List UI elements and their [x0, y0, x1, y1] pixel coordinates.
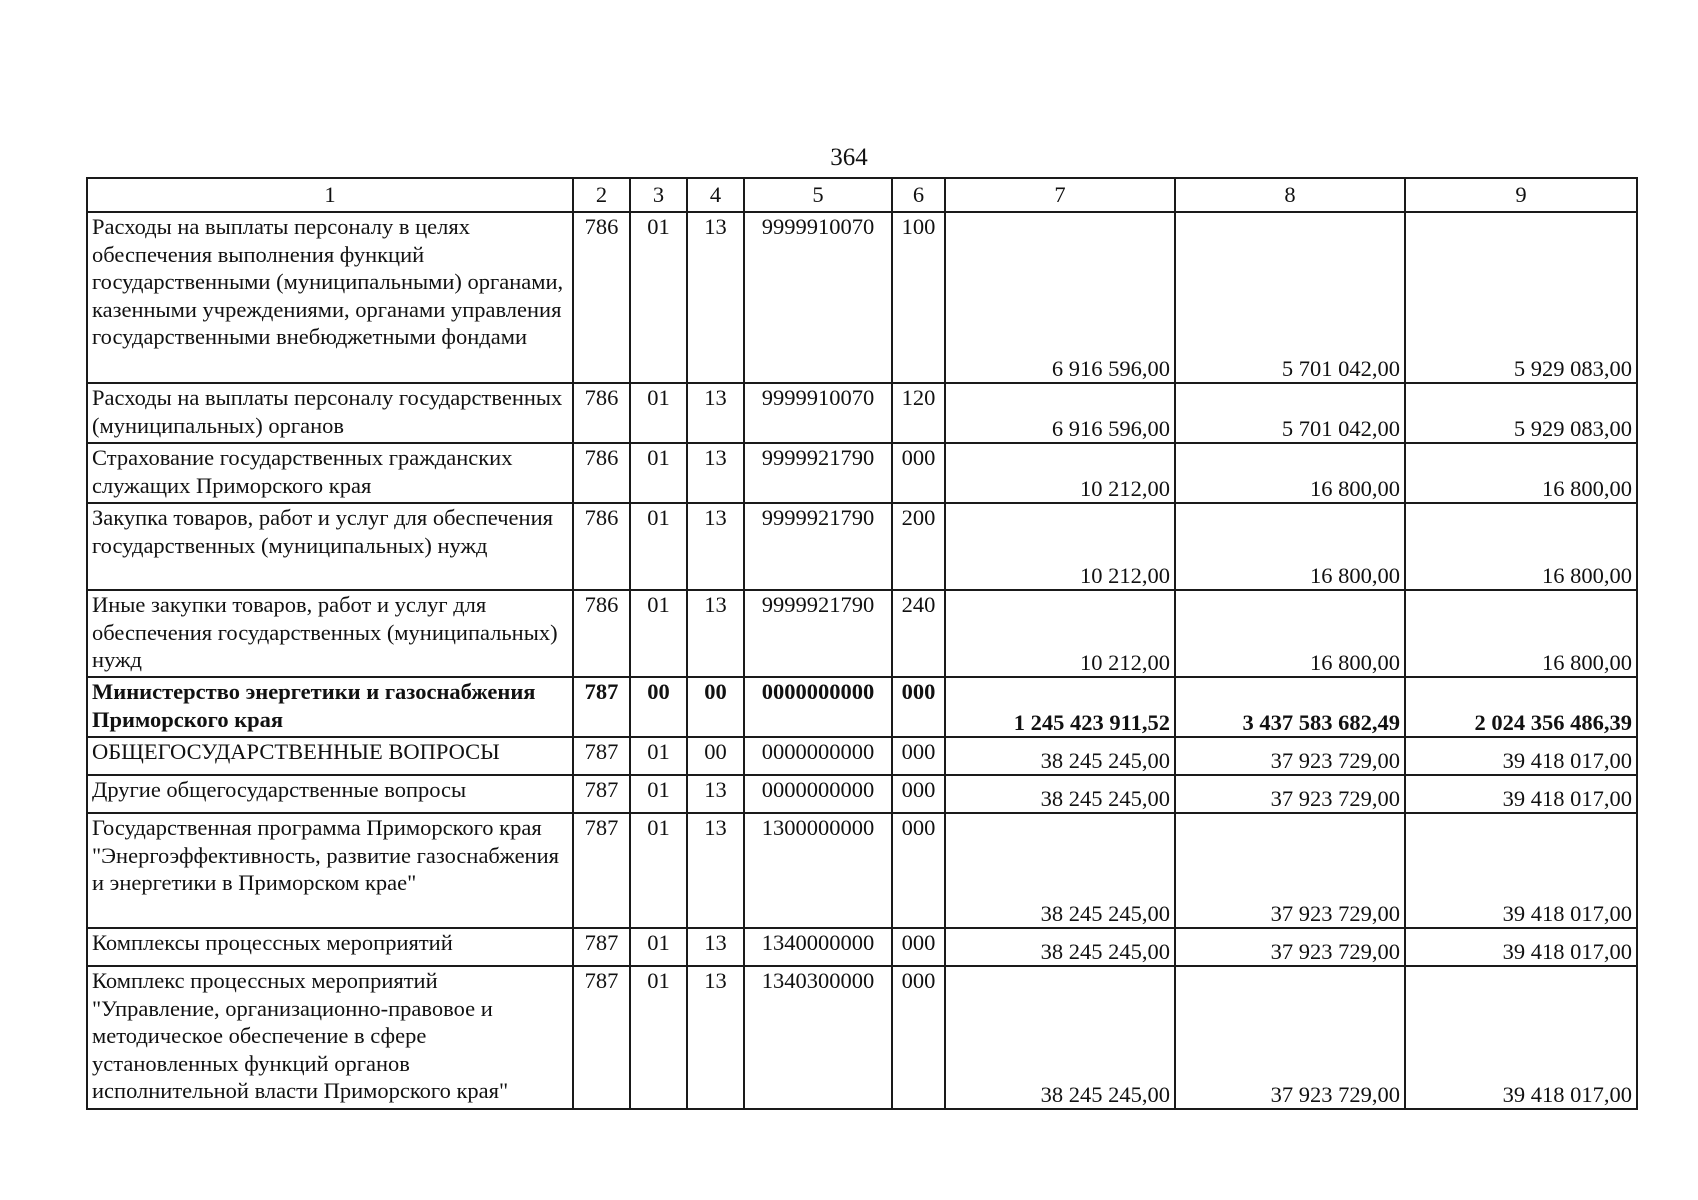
table-row — [87, 928, 1637, 966]
row-code-5: 9999910070 — [744, 383, 892, 443]
row-name: Другие общегосударственные вопросы — [87, 775, 573, 813]
row-name: Государственная программа Приморского края "Энергоэффективность, развитие газоснабжения и энергетики в Приморском крае" — [87, 813, 573, 928]
row-code-2: 787 — [573, 737, 630, 775]
row-code-6: 000 — [892, 737, 945, 775]
row-name: Комплекс процессных мероприятий "Управление, организационно-правовое и методическое обеспечение в сфере установленных функций органов исполнительной власти Приморского края" — [87, 966, 573, 1109]
row-amount-8: 37 923 729,00 — [1175, 966, 1405, 1109]
row-code-2: 786 — [573, 503, 630, 590]
table-row — [87, 775, 1637, 813]
row-amount-8: 37 923 729,00 — [1175, 737, 1405, 775]
row-amount-7: 6 916 596,00 — [945, 383, 1175, 443]
row-amount-7: 38 245 245,00 — [945, 737, 1175, 775]
row-code-5: 1340300000 — [744, 966, 892, 1109]
table-row — [87, 383, 1637, 443]
row-amount-9: 39 418 017,00 — [1405, 775, 1637, 813]
row-amount-7: 6 916 596,00 — [945, 212, 1175, 383]
row-code-3: 01 — [630, 775, 687, 813]
row-code-2: 787 — [573, 677, 630, 737]
row-amount-8: 5 701 042,00 — [1175, 383, 1405, 443]
header-cell-3: 3 — [630, 178, 687, 212]
row-name: Министерство энергетики и газоснабжения Приморского края — [87, 677, 573, 737]
row-amount-9: 16 800,00 — [1405, 590, 1637, 677]
row-amount-8: 37 923 729,00 — [1175, 775, 1405, 813]
table-row — [87, 590, 1637, 677]
row-code-6: 000 — [892, 775, 945, 813]
table-row — [87, 737, 1637, 775]
row-name: Расходы на выплаты персоналу в целях обеспечения выполнения функций государственными (муниципальными) органами, казенными учреждениями, органами управления государственными внебюджетными фондами — [87, 212, 573, 383]
row-amount-8: 16 800,00 — [1175, 590, 1405, 677]
row-amount-7: 10 212,00 — [945, 590, 1175, 677]
header-cell-6: 6 — [892, 178, 945, 212]
header-cell-9: 9 — [1405, 178, 1637, 212]
row-amount-9: 2 024 356 486,39 — [1405, 677, 1637, 737]
row-name: Закупка товаров, работ и услуг для обеспечения государственных (муниципальных) нужд — [87, 503, 573, 590]
row-amount-8: 16 800,00 — [1175, 443, 1405, 503]
header-cell-4: 4 — [687, 178, 744, 212]
table-row — [87, 443, 1637, 503]
row-code-6: 000 — [892, 677, 945, 737]
row-code-5: 9999921790 — [744, 503, 892, 590]
row-name: Комплексы процессных мероприятий — [87, 928, 573, 966]
row-code-3: 01 — [630, 928, 687, 966]
header-cell-1: 1 — [87, 178, 573, 212]
table-row — [87, 813, 1637, 928]
header-cell-7: 7 — [945, 178, 1175, 212]
row-amount-7: 38 245 245,00 — [945, 966, 1175, 1109]
row-amount-7: 10 212,00 — [945, 443, 1175, 503]
row-code-3: 01 — [630, 503, 687, 590]
row-code-5: 9999921790 — [744, 443, 892, 503]
row-code-3: 01 — [630, 443, 687, 503]
row-name: Страхование государственных гражданских служащих Приморского края — [87, 443, 573, 503]
row-amount-8: 37 923 729,00 — [1175, 813, 1405, 928]
row-amount-9: 5 929 083,00 — [1405, 383, 1637, 443]
row-code-5: 9999921790 — [744, 590, 892, 677]
header-cell-8: 8 — [1175, 178, 1405, 212]
row-amount-9: 5 929 083,00 — [1405, 212, 1637, 383]
row-code-4: 13 — [687, 775, 744, 813]
row-code-2: 787 — [573, 775, 630, 813]
header-row — [87, 178, 1637, 212]
row-code-4: 00 — [687, 737, 744, 775]
row-code-4: 13 — [687, 443, 744, 503]
row-code-4: 13 — [687, 928, 744, 966]
row-code-6: 000 — [892, 813, 945, 928]
row-code-2: 787 — [573, 813, 630, 928]
row-code-5: 1340000000 — [744, 928, 892, 966]
row-code-5: 0000000000 — [744, 775, 892, 813]
row-code-2: 786 — [573, 443, 630, 503]
header-cell-2: 2 — [573, 178, 630, 212]
row-amount-8: 37 923 729,00 — [1175, 928, 1405, 966]
row-code-3: 01 — [630, 383, 687, 443]
row-code-6: 240 — [892, 590, 945, 677]
table-row-ministry — [87, 677, 1637, 737]
row-code-4: 13 — [687, 383, 744, 443]
row-code-6: 200 — [892, 503, 945, 590]
row-code-2: 786 — [573, 590, 630, 677]
row-code-6: 000 — [892, 966, 945, 1109]
row-name: Иные закупки товаров, работ и услуг для обеспечения государственных (муниципальных) нужд — [87, 590, 573, 677]
row-code-5: 9999910070 — [744, 212, 892, 383]
row-amount-7: 10 212,00 — [945, 503, 1175, 590]
row-code-6: 000 — [892, 443, 945, 503]
row-code-2: 787 — [573, 928, 630, 966]
page-number: 364 — [830, 144, 868, 171]
row-code-3: 01 — [630, 590, 687, 677]
row-name: ОБЩЕГОСУДАРСТВЕННЫЕ ВОПРОСЫ — [87, 737, 573, 775]
row-code-3: 01 — [630, 212, 687, 383]
table-row — [87, 212, 1637, 383]
row-code-2: 786 — [573, 212, 630, 383]
row-amount-7: 38 245 245,00 — [945, 928, 1175, 966]
row-amount-8: 16 800,00 — [1175, 503, 1405, 590]
header-cell-5: 5 — [744, 178, 892, 212]
row-amount-9: 39 418 017,00 — [1405, 928, 1637, 966]
row-code-5: 0000000000 — [744, 677, 892, 737]
row-code-4: 00 — [687, 677, 744, 737]
table-row — [87, 503, 1637, 590]
row-amount-9: 16 800,00 — [1405, 503, 1637, 590]
row-code-6: 000 — [892, 928, 945, 966]
row-amount-9: 39 418 017,00 — [1405, 737, 1637, 775]
budget-table — [86, 177, 1638, 1110]
row-amount-8: 5 701 042,00 — [1175, 212, 1405, 383]
row-code-4: 13 — [687, 813, 744, 928]
row-code-2: 787 — [573, 966, 630, 1109]
row-code-4: 13 — [687, 503, 744, 590]
row-code-4: 13 — [687, 212, 744, 383]
row-code-4: 13 — [687, 966, 744, 1109]
row-code-3: 01 — [630, 966, 687, 1109]
row-code-6: 100 — [892, 212, 945, 383]
row-code-5: 1300000000 — [744, 813, 892, 928]
row-amount-7: 1 245 423 911,52 — [945, 677, 1175, 737]
row-code-3: 01 — [630, 813, 687, 928]
row-code-4: 13 — [687, 590, 744, 677]
row-code-3: 00 — [630, 677, 687, 737]
table-row — [87, 966, 1637, 1109]
row-code-6: 120 — [892, 383, 945, 443]
row-amount-9: 39 418 017,00 — [1405, 813, 1637, 928]
row-amount-7: 38 245 245,00 — [945, 775, 1175, 813]
row-code-5: 0000000000 — [744, 737, 892, 775]
row-code-2: 786 — [573, 383, 630, 443]
row-amount-9: 16 800,00 — [1405, 443, 1637, 503]
row-name: Расходы на выплаты персоналу государственных (муниципальных) органов — [87, 383, 573, 443]
row-amount-8: 3 437 583 682,49 — [1175, 677, 1405, 737]
row-amount-7: 38 245 245,00 — [945, 813, 1175, 928]
row-amount-9: 39 418 017,00 — [1405, 966, 1637, 1109]
row-code-3: 01 — [630, 737, 687, 775]
